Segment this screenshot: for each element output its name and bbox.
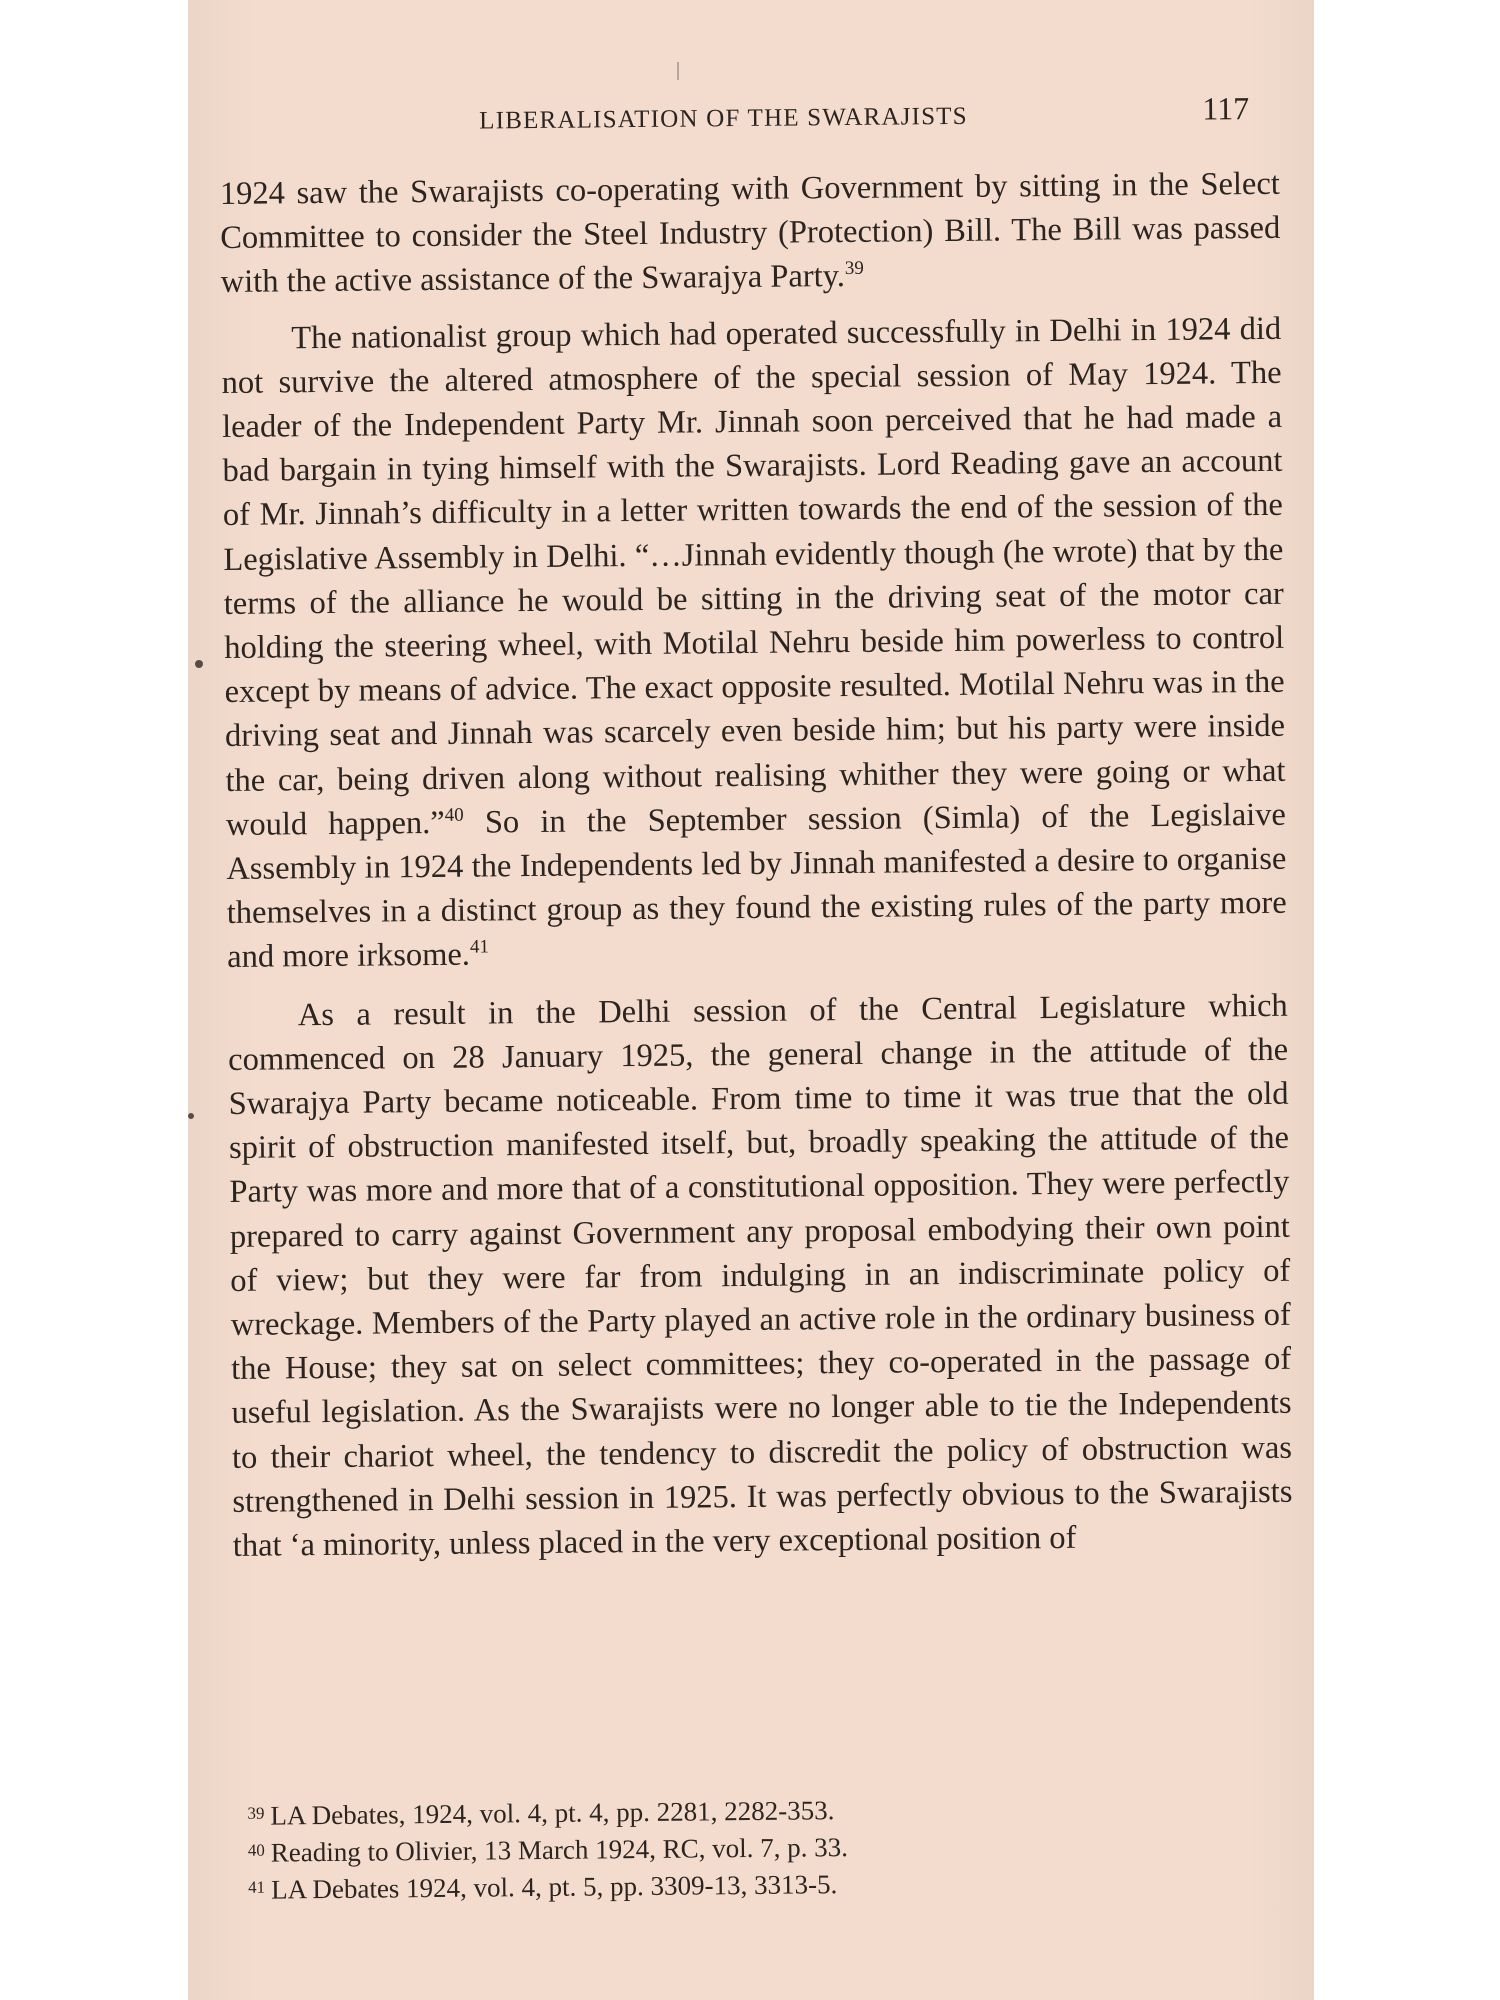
ink-speck (195, 660, 203, 668)
footnote-text: Reading to Olivier, 13 March 1924, RC, vol. 7, p. 33. (270, 1832, 849, 1868)
footnote-ref-39: 39 (844, 258, 864, 280)
paragraph-2 (221, 306, 1287, 979)
footnote-ref-41: 41 (469, 936, 490, 959)
body-text (220, 162, 1293, 1568)
paragraph-1 (220, 162, 1281, 305)
paragraph-text: 1924 saw the Swarajists co-operating with Government by sitting in the Select Committee to consider the Steel Industry (Protection) Bill. The Bill was passed with the active assistance of the Swarajya Party. (219, 165, 1281, 301)
paragraph-3 (228, 983, 1293, 1568)
running-header (219, 90, 1279, 150)
page-crease-mark (677, 62, 679, 80)
paragraph-text: As a result in the Delhi session of the Central Legislature which commenced on 28 January 1925, the general change in the attitude of the Swarajya Party became noticeable. From time to time it was true that the old spirit of obstruction manifested itself, but, broadly speaking the attitude of the Party was more and more that of a constitutional opposition. They were perfectly prepared to carry against Government any proposal embodying their own point of view; but they were far from indulging in an indiscriminate policy of wreckage. Members of the Party played an active role in the ordinary business of the House; they sat on select committees; they co-operated in the passage of useful legislation. As the Swarajists were no longer able to tie the Independents to their chariot wheel, the tendency to discredit the policy of obstruction was strengthened in Delhi session in 1925. It was perfectly obvious to the Swarajists that ‘a minority, unless placed in the very exceptional position of (228, 987, 1293, 1565)
book-page (188, 0, 1314, 2000)
paragraph-text: So in the September session (Simla) of the Legislaive Assembly in 1924 the Independents led by Jinnah manifested a desire to organise themselves in a distinct group as they found the existing rules of the party more and more irksome. (226, 796, 1287, 976)
footnote-number: 40 (247, 1840, 265, 1860)
page-number: 117 (1202, 90, 1250, 127)
footnote-number: 41 (248, 1877, 266, 1897)
footnote-number: 39 (247, 1803, 265, 1823)
footnote-text: LA Debates 1924, vol. 4, pt. 5, pp. 3309-13, 3313-5. (270, 1869, 838, 1905)
paragraph-text: The nationalist group which had operated successfully in Delhi in 1924 did not survive the altered atmosphere of the special session of May 1924. The leader of the Independent Party Mr. Jinnah soon perceived that he had made a bad bargain in tying himself with the Swarajists. Lord Reading gave an account of Mr. Jinnah’s difficulty in a letter written towards the end of the session of the Legislative Assembly in Delhi. “…Jinnah evidently though (he wrote) that by the terms of the alliance he would be sitting in the driving seat of the motor car holding the steering wheel, with Motilal Nehru beside him powerless to control except by means of advice. The exact opposite resulted. Motilal Nehru was in the driving seat and Jinnah was scarcely even beside him; but his party were inside the car, being driven along without realising whither they were going or what would happen.” (221, 310, 1286, 843)
footnote-text: LA Debates, 1924, vol. 4, pt. 4, pp. 2281, 2282-353. (270, 1795, 835, 1831)
footnote-ref-40: 40 (444, 804, 464, 826)
running-title: LIBERALISATION OF THE SWARAJISTS (479, 102, 968, 135)
footnotes (247, 1788, 1298, 1909)
ink-speck (188, 1113, 194, 1119)
